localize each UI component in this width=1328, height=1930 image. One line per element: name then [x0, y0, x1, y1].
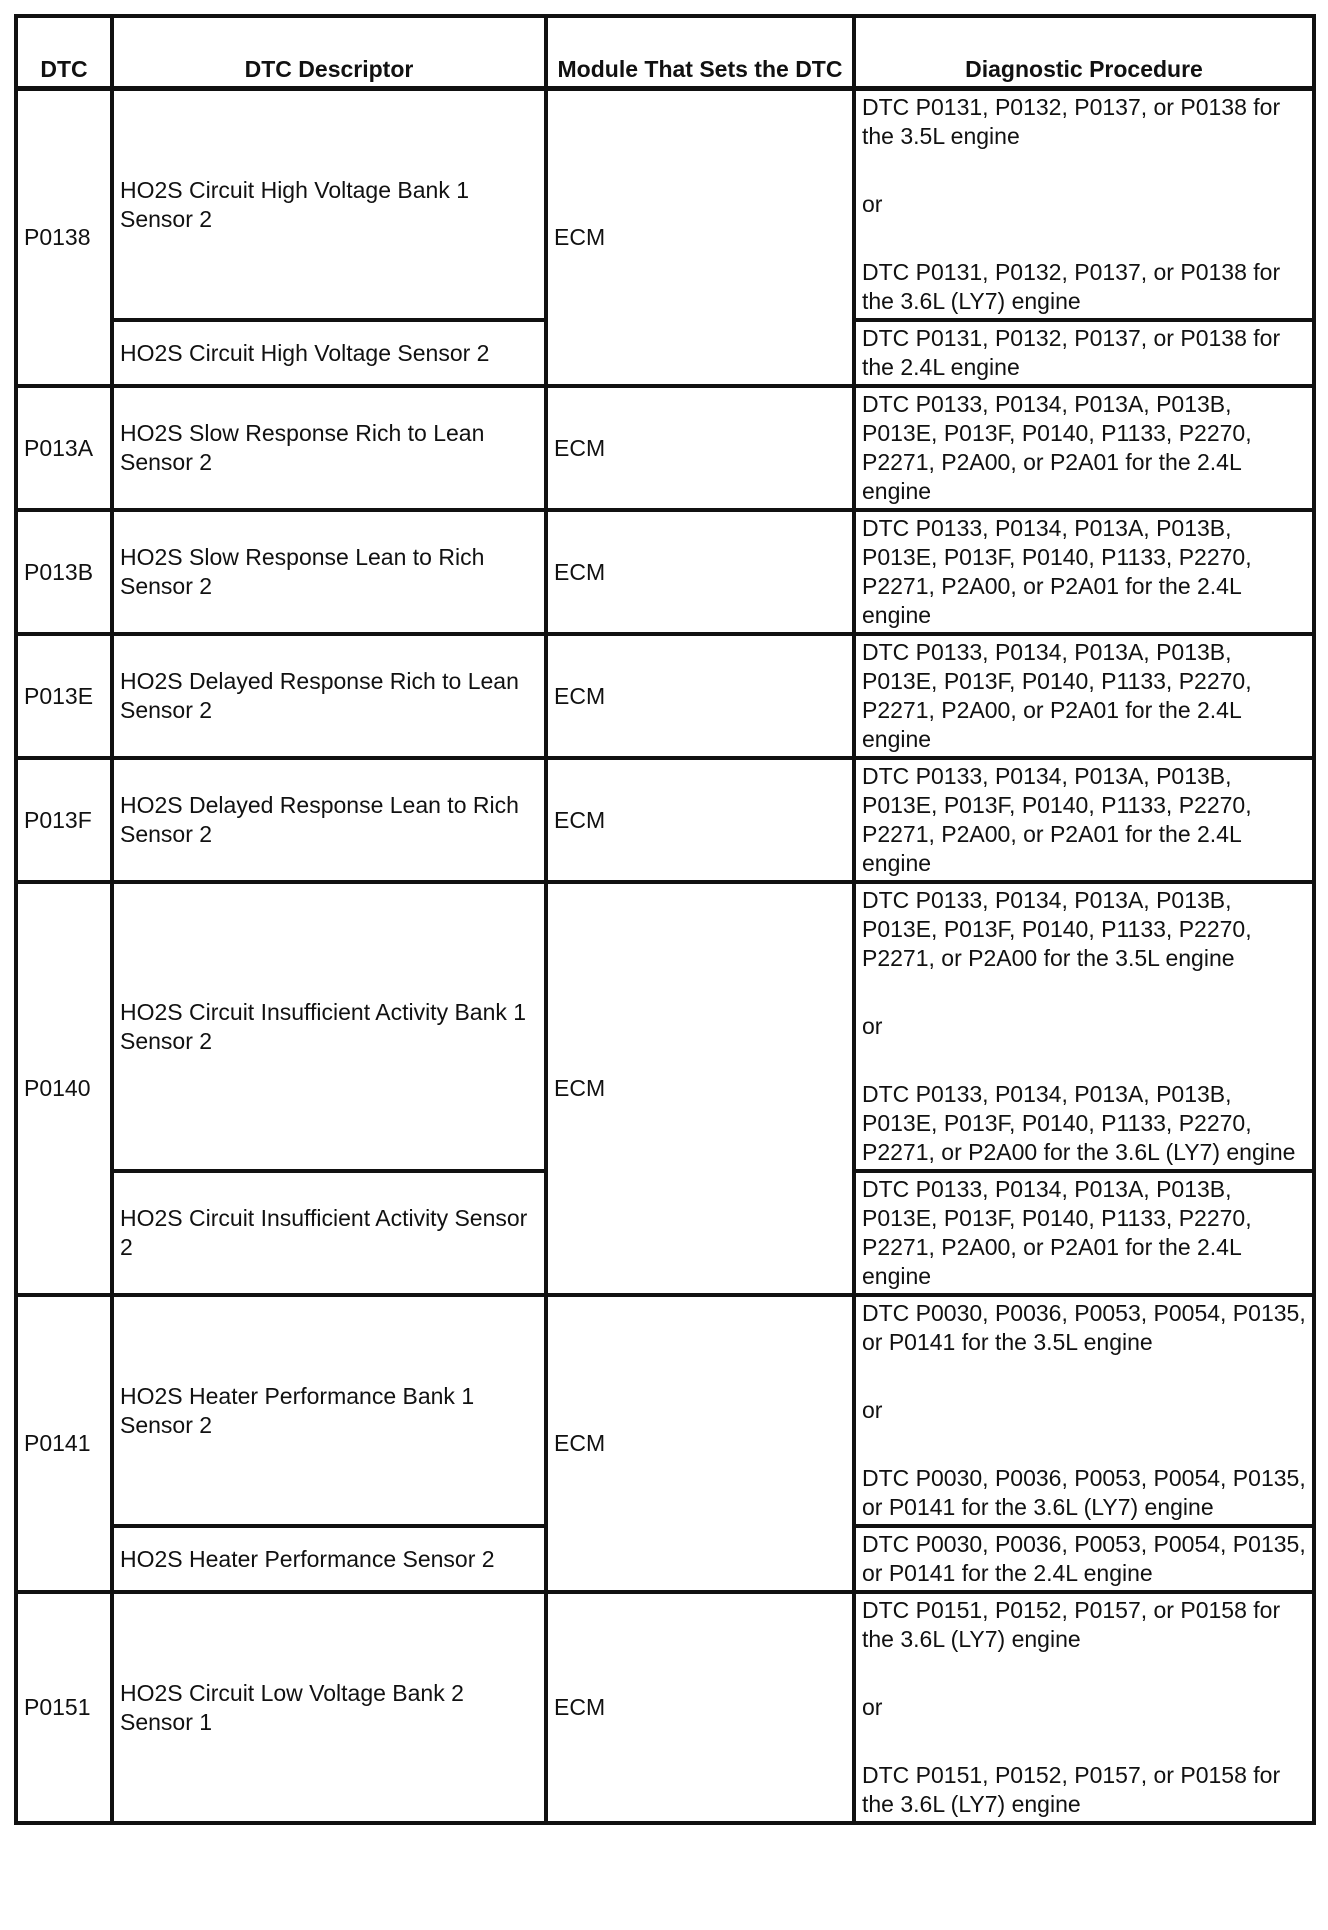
- header-descriptor: DTC Descriptor: [112, 16, 546, 89]
- procedure-link-text: DTC P0133, P0134, P013A, P013B, P013E, P013F, P0140, P1133, P2270, P2271, or P2A00 for the 3.6L (LY7) engine: [862, 1081, 1296, 1165]
- dtc-descriptor-cell: HO2S Delayed Response Lean to Rich Sensor 2: [112, 758, 546, 882]
- dtc-code-cell: P0141: [16, 1295, 112, 1592]
- dtc-table: [14, 14, 1316, 1825]
- procedure-spacer: [862, 1425, 1306, 1464]
- module-cell: ECM: [546, 634, 854, 758]
- procedure-spacer: [862, 219, 1306, 258]
- dtc-code-cell: P0140: [16, 882, 112, 1295]
- procedure-or-text: or: [862, 1397, 883, 1423]
- procedure-spacer: [862, 1357, 1306, 1396]
- dtc-descriptor-cell: HO2S Slow Response Lean to Rich Sensor 2: [112, 510, 546, 634]
- header-row: [16, 16, 1314, 89]
- table-row: [16, 882, 1314, 1171]
- diagnostic-procedure-cell: [854, 634, 1314, 758]
- table-header: [16, 16, 1314, 89]
- procedure-link-text: DTC P0133, P0134, P013A, P013B, P013E, P013F, P0140, P1133, P2270, P2271, P2A00, or P2A01 for the 2.4L engine: [862, 763, 1252, 876]
- diagnostic-procedure-cell: [854, 758, 1314, 882]
- diagnostic-procedure-cell: [854, 1526, 1314, 1592]
- diagnostic-procedure-cell: [854, 89, 1314, 321]
- table-row: [16, 386, 1314, 510]
- dtc-descriptor-cell: HO2S Heater Performance Sensor 2: [112, 1526, 546, 1592]
- table-row: [16, 634, 1314, 758]
- dtc-descriptor-cell: HO2S Slow Response Rich to Lean Sensor 2: [112, 386, 546, 510]
- table-row: [16, 89, 1314, 321]
- dtc-descriptor-cell: HO2S Circuit High Voltage Sensor 2: [112, 320, 546, 386]
- procedure-spacer: [862, 1041, 1306, 1080]
- table-row: [16, 1592, 1314, 1823]
- procedure-link-text: DTC P0133, P0134, P013A, P013B, P013E, P013F, P0140, P1133, P2270, P2271, P2A00, or P2A01 for the 2.4L engine: [862, 391, 1252, 504]
- dtc-descriptor-cell: HO2S Circuit Insufficient Activity Sensor 2: [112, 1171, 546, 1295]
- dtc-code-cell: P013E: [16, 634, 112, 758]
- diagnostic-procedure-cell: [854, 1592, 1314, 1823]
- procedure-link-text: DTC P0131, P0132, P0137, or P0138 for the 3.6L (LY7) engine: [862, 259, 1281, 314]
- dtc-code-cell: P0138: [16, 89, 112, 387]
- module-cell: ECM: [546, 510, 854, 634]
- diagnostic-procedure-cell: [854, 386, 1314, 510]
- table-row: [16, 758, 1314, 882]
- dtc-descriptor-cell: HO2S Heater Performance Bank 1 Sensor 2: [112, 1295, 546, 1526]
- dtc-code-cell: P013F: [16, 758, 112, 882]
- procedure-link-text: DTC P0133, P0134, P013A, P013B, P013E, P013F, P0140, P1133, P2270, P2271, P2A00, or P2A01 for the 2.4L engine: [862, 1176, 1252, 1289]
- table-row: [16, 1295, 1314, 1526]
- procedure-link-text: DTC P0133, P0134, P013A, P013B, P013E, P013F, P0140, P1133, P2270, P2271, P2A00, or P2A01 for the 2.4L engine: [862, 639, 1252, 752]
- module-cell: ECM: [546, 89, 854, 387]
- procedure-or-text: or: [862, 191, 883, 217]
- diagnostic-procedure-cell: [854, 320, 1314, 386]
- procedure-link-text: DTC P0030, P0036, P0053, P0054, P0135, or P0141 for the 3.5L engine: [862, 1300, 1306, 1355]
- module-cell: ECM: [546, 1592, 854, 1823]
- procedure-link-text: DTC P0133, P0134, P013A, P013B, P013E, P013F, P0140, P1133, P2270, P2271, P2A00, or P2A01 for the 2.4L engine: [862, 515, 1252, 628]
- table-body: [16, 89, 1314, 1824]
- header-dtc: DTC: [16, 16, 112, 89]
- procedure-link-text: DTC P0133, P0134, P013A, P013B, P013E, P013F, P0140, P1133, P2270, P2271, or P2A00 for the 3.5L engine: [862, 887, 1252, 971]
- procedure-link-text: DTC P0151, P0152, P0157, or P0158 for the 3.6L (LY7) engine: [862, 1762, 1281, 1817]
- procedure-link-text: DTC P0131, P0132, P0137, or P0138 for the 2.4L engine: [862, 325, 1281, 380]
- dtc-descriptor-cell: HO2S Circuit High Voltage Bank 1 Sensor 2: [112, 89, 546, 321]
- diagnostic-procedure-cell: [854, 1171, 1314, 1295]
- dtc-code-cell: P013A: [16, 386, 112, 510]
- procedure-link-text: DTC P0030, P0036, P0053, P0054, P0135, or P0141 for the 2.4L engine: [862, 1531, 1306, 1586]
- table-row: [16, 510, 1314, 634]
- dtc-descriptor-cell: HO2S Delayed Response Rich to Lean Sensor 2: [112, 634, 546, 758]
- diagnostic-procedure-cell: [854, 882, 1314, 1171]
- procedure-spacer: [862, 151, 1306, 190]
- procedure-link-text: DTC P0151, P0152, P0157, or P0158 for the 3.6L (LY7) engine: [862, 1597, 1281, 1652]
- dtc-code-cell: P0151: [16, 1592, 112, 1823]
- procedure-or-text: or: [862, 1694, 883, 1720]
- procedure-or-text: or: [862, 1013, 883, 1039]
- header-procedure: Diagnostic Procedure: [854, 16, 1314, 89]
- procedure-spacer: [862, 1654, 1306, 1693]
- module-cell: ECM: [546, 758, 854, 882]
- dtc-code-cell: P013B: [16, 510, 112, 634]
- module-cell: ECM: [546, 882, 854, 1295]
- header-module: Module That Sets the DTC: [546, 16, 854, 89]
- module-cell: ECM: [546, 1295, 854, 1592]
- dtc-descriptor-cell: HO2S Circuit Low Voltage Bank 2 Sensor 1: [112, 1592, 546, 1823]
- diagnostic-procedure-cell: [854, 510, 1314, 634]
- procedure-link-text: DTC P0131, P0132, P0137, or P0138 for the 3.5L engine: [862, 94, 1281, 149]
- module-cell: ECM: [546, 386, 854, 510]
- procedure-link-text: DTC P0030, P0036, P0053, P0054, P0135, or P0141 for the 3.6L (LY7) engine: [862, 1465, 1306, 1520]
- dtc-descriptor-cell: HO2S Circuit Insufficient Activity Bank 1 Sensor 2: [112, 882, 546, 1171]
- procedure-spacer: [862, 973, 1306, 1012]
- diagnostic-procedure-cell: [854, 1295, 1314, 1526]
- procedure-spacer: [862, 1722, 1306, 1761]
